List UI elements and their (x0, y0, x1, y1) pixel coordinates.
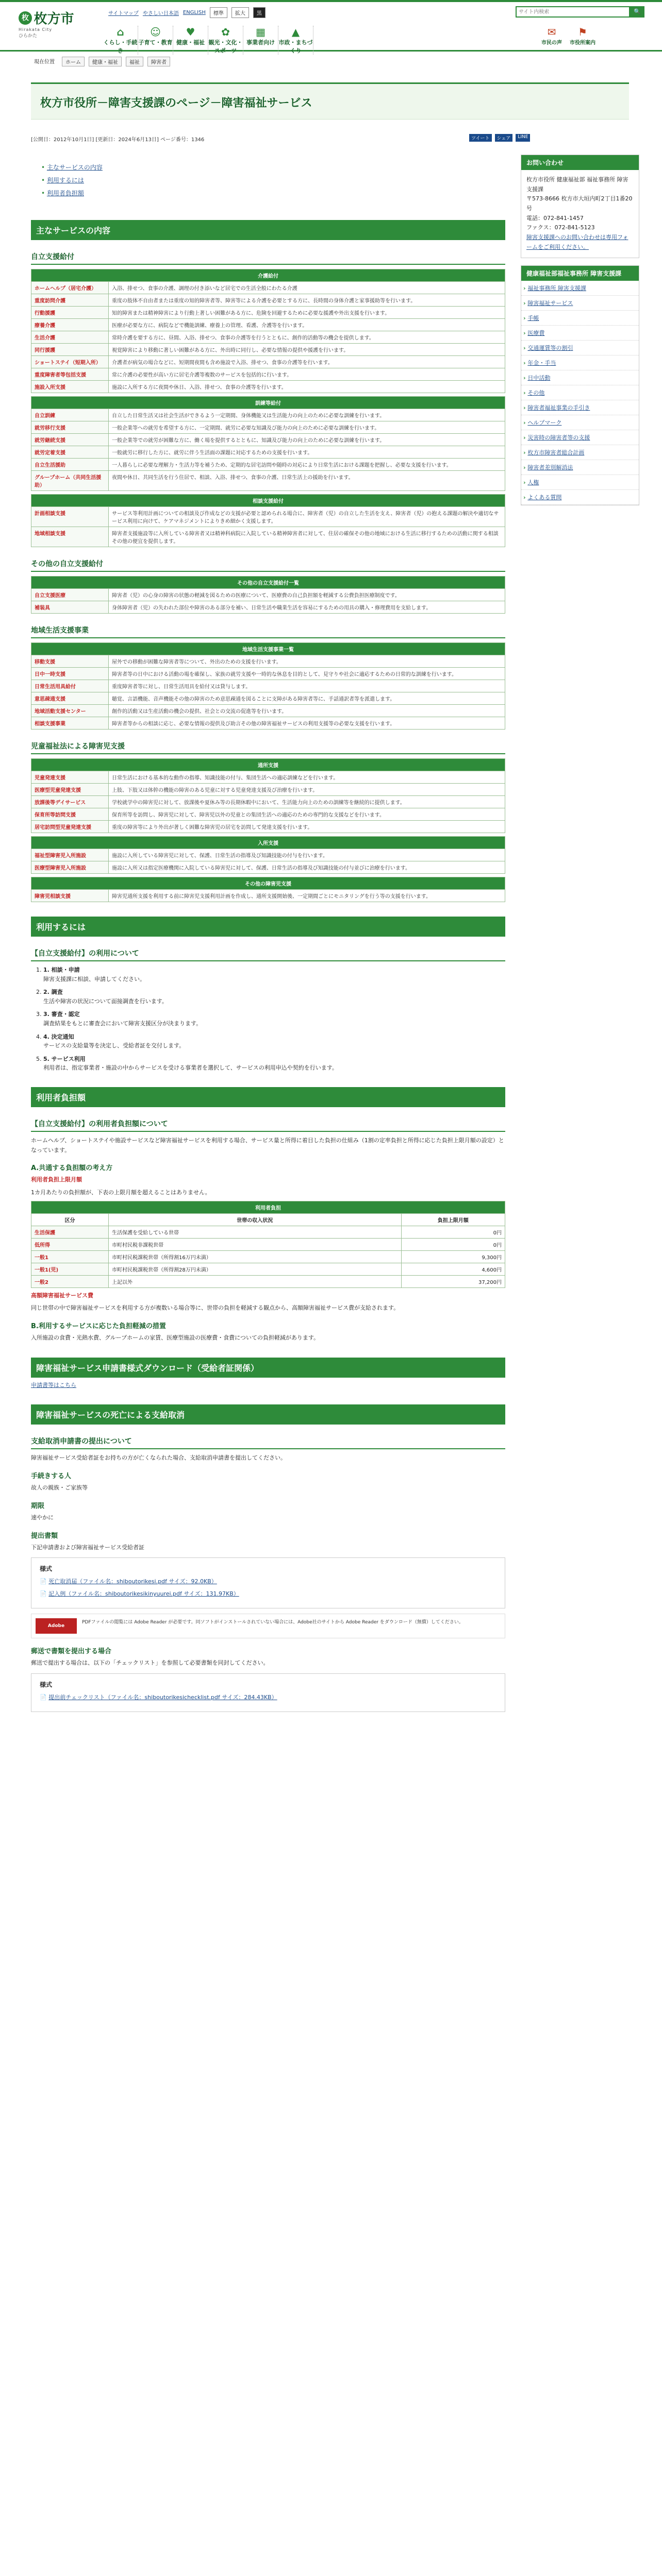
service-name: 同行援護 (31, 344, 109, 356)
nyusho-table (31, 836, 505, 874)
service-name: 日常生活用具給付 (31, 680, 109, 692)
sidebar-link[interactable]: › 障害者福祉事業の手引き (521, 400, 639, 415)
service-desc: 施設に入所又は指定医療機関に入院している障害児に対して、保護、日常生活の指導及び知識技能の付与並びに治療を行います。 (109, 861, 505, 874)
city-mark-icon: 枚 (19, 11, 32, 25)
table-row (31, 771, 505, 784)
service-name: 保育所等訪問支援 (31, 808, 109, 821)
subheading-usage: 【自立支援給付】の利用について (31, 946, 505, 961)
table-row (31, 344, 505, 356)
heading-mail: 郵送で書類を提出する場合 (31, 1648, 112, 1656)
toc-item[interactable]: • 利用するには (41, 176, 495, 184)
section-heading-services: 主なサービスの内容 (31, 220, 505, 240)
service-name: 放課後等デイサービス (31, 796, 109, 808)
sidebar-link[interactable]: › ヘルプマーク (521, 415, 639, 430)
table-of-contents (31, 155, 505, 206)
step-item: 4. 4. 決定通知 サービスの支給量等を決定し、受給者証を交付します。 (43, 1032, 505, 1050)
table-caption: 訓練等給付 (31, 397, 505, 409)
forms-link[interactable]: 申請書等はこちら (31, 1381, 76, 1388)
table-row (31, 434, 505, 446)
service-name: 自立生活援助 (31, 459, 109, 471)
font-standard-button[interactable]: 標準 (210, 7, 227, 18)
cancel-intro: 障害福祉サービス受給者証をお持ちの方が亡くなられた場合、支給取消申請書を提出してください。 (31, 1454, 286, 1462)
service-name: 児童発達支援 (31, 771, 109, 784)
service-name: 医療型障害児入所施設 (31, 861, 109, 874)
service-desc: 一人暮らしに必要な理解力・生活力等を補うため、定期的な居宅訪問や随時の対応により日常生活における課題を把握し、必要な支援を行います。 (109, 459, 505, 471)
breadcrumb-disabled[interactable]: 障害者 (147, 57, 170, 66)
contact-box: お問い合わせ 枚方市役所 健康福祉部 福祉事務所 障害支援課 〒573-8666 枚方市大垣内町2丁目1番20号 電話：072-841-1457 ファクス：072-841-5123 障害支援課へのお問い合わせは専用フォームをご利用ください。 (521, 155, 639, 258)
limit-text: 1カ月あたりの負担額が、下表の上限月額を超えることはありません。 (31, 1189, 211, 1196)
service-desc: 障害者（児）の心身の障害の状態の軽減を図るための医療について、医療費の自己負担額を軽減する公費負担医療制度です。 (109, 589, 505, 601)
table-caption: その他の自立支援給付一覧 (31, 577, 505, 589)
service-desc: 重度の障害等により外出が著しく困難な障害児の居宅を訪問して発達支援を行います。 (109, 821, 505, 833)
table-row (31, 601, 505, 614)
service-desc: 視覚障害により移動に著しい困難がある方に、外出時に同行し、必要な情報の提供や援護を行います。 (109, 344, 505, 356)
other-table (31, 576, 505, 614)
service-name: 日中一時支援 (31, 668, 109, 680)
service-desc: 施設に入所する方に夜間や休日、入浴、排せつ、食事の介護等を行います。 (109, 381, 505, 393)
city-icon: ▲ (291, 26, 300, 38)
font-large-button[interactable]: 拡大 (231, 7, 249, 18)
search-input[interactable] (516, 6, 630, 18)
service-desc: 聴覚、言語機能、音声機能その他の障害のため意思疎通を図ることに支障がある障害者等に、手話通訳者等を派遣します。 (109, 692, 505, 705)
sidebar-link[interactable]: › 交通運賃等の割引 (521, 341, 639, 355)
service-desc: 障害者等からの相談に応じ、必要な情報の提供及び助言その他の障害福祉サービスの利用支援等の必要な支援を行います。 (109, 717, 505, 730)
service-desc: 創作的活動又は生産活動の機会の提供、社会との交流の促進等を行います。 (109, 705, 505, 717)
service-name: 地域活動支援センター (31, 705, 109, 717)
service-name: 就労定着支援 (31, 446, 109, 459)
section-heading-download: 障害福祉サービス申請書様式ダウンロード（受給者証関係） (31, 1358, 505, 1378)
speech-icon: ✉ (547, 26, 556, 38)
step-item: 2. 2. 調査 生活や障害の状況について面接調査を行います。 (43, 988, 505, 1006)
table-row (31, 821, 505, 833)
service-name: 障害児相談支援 (31, 890, 109, 902)
table-row (31, 459, 505, 471)
step-item: 3. 3. 審査・認定 調査結果をもとに審査会において障害支援区分が決まります。 (43, 1010, 505, 1028)
service-desc: 上肢、下肢又は体幹の機能の障害のある児童に対する児童発達支援及び治療を行います。 (109, 784, 505, 796)
service-desc: 屋外での移動が困難な障害者等について、外出のための支援を行います。 (109, 655, 505, 668)
service-desc: 障害者等の日中における活動の場を確保し、家族の就労支援や一時的な休息を目的として、見守りや社会に適応するための日常的な訓練を行います。 (109, 668, 505, 680)
toc-item[interactable]: • 利用者負担額 (41, 189, 495, 197)
nav-kanko[interactable]: ✿ 観光・文化・スポーツ (208, 26, 243, 54)
download-box: 様式 📄 死亡取消届（ファイル名：shiboutorikesi.pdf サイズ：92.0KB） 📄 記入例（ファイル名：shiboutorikesikinyuurei.pdf サイズ：131.97KB） (31, 1557, 505, 1608)
nav-kenko[interactable]: ♥ 健康・福祉 (173, 26, 208, 55)
sidebar-link[interactable]: › 人権 (521, 475, 639, 490)
pin-icon: ⚑ (578, 26, 587, 38)
table-row (31, 307, 505, 319)
easy-japanese-link[interactable]: やさしい日本語 (142, 11, 179, 16)
sidebar-link[interactable]: › 年金・手当 (521, 355, 639, 370)
table-row (31, 331, 505, 344)
table-row (31, 784, 505, 796)
service-name: 移動支援 (31, 655, 109, 668)
child-icon: ☺ (150, 26, 161, 38)
heading-when: 期限 (31, 1502, 45, 1510)
toc-item[interactable]: • 主なサービスの内容 (41, 163, 495, 172)
cost-table-caption: 利用者負担 (31, 1201, 505, 1213)
service-name: 自立訓練 (31, 409, 109, 421)
form-link-checklist[interactable]: 提出前チェックリスト（ファイル名：shiboutorikesichecklist.pdf サイズ：284.43KB） (48, 1693, 277, 1701)
chiiki-table (31, 642, 505, 730)
pdf-icon: 📄 (40, 1578, 49, 1585)
service-name: 行動援護 (31, 307, 109, 319)
service-name: 意思疎通支援 (31, 692, 109, 705)
service-desc: 一般就労に移行した方に、就労に伴う生活面の課題に対応するための支援を行います。 (109, 446, 505, 459)
service-name: 就労移行支援 (31, 421, 109, 434)
table-row (31, 668, 505, 680)
table-caption: 相談支援給付 (31, 495, 505, 507)
section-heading-cost: 利用者負担額 (31, 1087, 505, 1107)
service-desc: 一般企業等への就労を希望する方に、一定期間、就労に必要な知識及び能力の向上のために必要な訓練を行います。 (109, 421, 505, 434)
table-row (31, 861, 505, 874)
service-name: ショートステイ（短期入所） (31, 356, 109, 368)
heading-common: A.共通する負担額の考え方 (31, 1164, 113, 1173)
service-desc: 知的障害または精神障害により行動上著しい困難がある方に、危険を回避するために必要な援護や外出支援を行います。 (109, 307, 505, 319)
line-button[interactable]: LINE (516, 134, 530, 142)
soudan-table (31, 494, 505, 547)
table-row (31, 471, 505, 491)
adobe-note: Adobe PDFファイルの閲覧には Adobe Reader が必要です。同ソフトがインストールされていない場合には、Adobe社のサイトから Adobe Reader をダウンロード（無償）してください。 (31, 1614, 505, 1638)
table-row (31, 589, 505, 601)
service-desc: 日常生活における基本的な動作の指導、知識技能の付与、集団生活への適応訓練などを行います。 (109, 771, 505, 784)
cost-intro: ホームヘルプ、ショートステイや施設サービスなど障害福祉サービスを利用する場合、サービス量と所得に着目した負担の仕組み（1割の定率負担と所得に応じた負担上限月額の設定）となっています。 (31, 1137, 504, 1154)
table-row: 生活保護 生活保護を受給している世帯 0円 (31, 1226, 505, 1238)
table-row: 一般2 上記以外 37,200円 (31, 1275, 505, 1287)
service-name: 施設入所支援 (31, 381, 109, 393)
main-content (31, 155, 505, 1717)
breadcrumb-home[interactable]: ホーム (62, 57, 85, 66)
page-title: 枚方市役所－障害支援課のページ－障害福祉サービス (40, 97, 312, 110)
table-caption: 地域生活支援事業一覧 (31, 643, 505, 655)
subheading-chiiki: 地域生活支援事業 (31, 623, 505, 638)
house-icon: ⌂ (117, 26, 124, 38)
service-desc: 夜間や休日、共同生活を行う住居で、相談、入浴、排せつ、食事の介護、日常生活上の援助を行います。 (109, 471, 505, 491)
table-caption: 通所支援 (31, 759, 505, 771)
service-desc: 医療が必要な方に、病院などで機能訓練、療養上の管理、看護、介護等を行います。 (109, 319, 505, 331)
nav-jigyosha[interactable]: ▦ 事業者向け (243, 26, 278, 55)
related-list (521, 281, 639, 505)
page-title-box (31, 82, 629, 120)
table-row (31, 507, 505, 527)
pdf-icon: 📄 (40, 1693, 49, 1701)
heading-high: 高額障害福祉サービス費 (31, 1292, 93, 1299)
table-row (31, 446, 505, 459)
table-row (31, 381, 505, 393)
adobe-reader-icon[interactable]: Adobe (36, 1618, 77, 1634)
subheading-jiritsu: 自立支援給付 (31, 249, 505, 265)
sidebar-link[interactable]: › 障害福祉サービス (521, 296, 639, 311)
sidebar-link[interactable]: › よくある質問 (521, 490, 639, 505)
camera-icon: ✿ (221, 26, 230, 38)
sitemap-link[interactable]: サイトマップ (108, 11, 139, 16)
heading-limit: 利用者負担上限月額 (31, 1176, 82, 1183)
sidebar (521, 155, 639, 513)
table-row (31, 808, 505, 821)
sidebar-link[interactable]: › 枚方市障害者総合計画 (521, 445, 639, 460)
service-name: 自立支援医療 (31, 589, 109, 601)
breadcrumb-health[interactable]: 健康・福祉 (89, 57, 122, 66)
table-row (31, 527, 505, 547)
nav-cityhall[interactable]: ⚑ 市役所案内 (567, 26, 598, 46)
subheading-child: 児童福祉法による障害児支援 (31, 739, 505, 754)
service-desc: 重度障害者等に対し、日常生活用具を給付又は貸与します。 (109, 680, 505, 692)
nav-kurashi[interactable]: ⌂ くらし・手続き (103, 26, 138, 54)
usage-steps (31, 965, 505, 1073)
service-desc: 常に介護の必要性が高い方に居宅介護等複数のサービスを包括的に行います。 (109, 368, 505, 381)
nav-shisei[interactable]: ▲ 市政・まちづくり (278, 26, 313, 54)
table-row (31, 717, 505, 730)
service-desc: 障害児通所支援を利用する前に障害児支援利用計画を作成し、通所支援開始後、一定期間ごとにモニタリングを行う等の支援を行います。 (109, 890, 505, 902)
sidebar-link[interactable]: › 福祉事務所 障害支援課 (521, 281, 639, 296)
sidebar-link[interactable]: › 障害者差別解消法 (521, 460, 639, 475)
nav-kosodate[interactable]: ☺ 子育て・教育 (138, 26, 173, 55)
cost-table: 利用者負担 区分 世帯の収入状況 負担上限月額 生活保護 生活保護を受給している世帯 0円 低所得 市町村民税非課税世帯 0円 一般1 市町村民税課税世帯（所得割16万円未満） 9,300円 一般1(児) 市町村民税課税世帯（所得割28万円未満） 4,600円 一般2 上記以外 37,200円 (31, 1201, 505, 1288)
heading-who: 手続きする人 (31, 1472, 72, 1481)
docs-text: 下記申請書および障害福祉サービス受給者証 (31, 1544, 144, 1551)
table-row (31, 409, 505, 421)
tsusho-table (31, 758, 505, 833)
table-row (31, 356, 505, 368)
utility-links (108, 7, 266, 18)
table-row (31, 796, 505, 808)
step-item: 5. 5. サービス利用 利用者は、指定事業者・施設の中からサービスを受ける事業者を選択して、サービスの利用申込や契約を行います。 (43, 1055, 505, 1073)
related-box: 健康福祉部福祉事務所 障害支援課 › 福祉事務所 障害支援課 › 障害福祉サービス › 手帳 › 医療費 › 交通運賃等の割引 › 年金・手当 › 日中活動 › その他 › 障害者福祉事業の手引き › ヘルプマーク › 災害時の障害者等の支援 › 枚方市障害者総合計画 › 障害者差別解消法 › 人権 › よくある質問 (521, 265, 639, 505)
service-name: 就労継続支援 (31, 434, 109, 446)
service-name: グループホーム（共同生活援助） (31, 471, 109, 491)
table-row (31, 421, 505, 434)
service-name: 福祉型障害児入所施設 (31, 849, 109, 861)
nav-voice[interactable]: ✉ 市民の声 (536, 26, 567, 46)
form-link-example[interactable]: 記入例（ファイル名：shiboutorikesikinyuurei.pdf サイズ：131.97KB） (48, 1590, 239, 1598)
table-row (31, 705, 505, 717)
step-item: 1. 1. 相談・申請 障害支援課に相談、申請してください。 (43, 965, 505, 984)
breadcrumb (31, 57, 170, 66)
download-box-checklist: 様式 📄 提出前チェックリスト（ファイル名：shiboutorikesichecklist.pdf サイズ：284.43KB） (31, 1673, 505, 1712)
sidebar-link[interactable]: › 手帳 (521, 311, 639, 326)
service-desc: 自立した日常生活又は社会生活ができるよう一定期間、身体機能又は生活能力の向上のために必要な訓練を行います。 (109, 409, 505, 421)
table-row: 一般1(児) 市町村民税課税世帯（所得割28万円未満） 4,600円 (31, 1263, 505, 1275)
page-meta: [公開日：2012年10月1日] [更新日：2024年6月13日] ページ番号：1346 (31, 137, 205, 143)
service-desc: 常時介護を要する方に、昼間、入浴、排せつ、食事の介護等を行うとともに、創作的活動等の機会を提供します。 (109, 331, 505, 344)
service-name: 医療型児童発達支援 (31, 784, 109, 796)
section-heading-cancel: 障害福祉サービスの死亡による支給取消 (31, 1404, 505, 1425)
service-desc: 介護者が病気の場合などに、短期間夜間も含め施設で入浴、排せつ、食事の介護等を行います。 (109, 356, 505, 368)
site-logo[interactable] (19, 8, 79, 39)
share-button[interactable]: シェア (495, 134, 513, 142)
sidebar-link[interactable]: › 災害時の障害者等の支援 (521, 430, 639, 445)
sidebar-link[interactable]: › 日中活動 (521, 370, 639, 385)
service-desc: 重度の肢体不自由者または重度の知的障害者等、障害等による介護を必要とする方に、長時間の身体介護と家事援助等を行います。 (109, 294, 505, 307)
service-name: 重度障害者等包括支援 (31, 368, 109, 381)
logo-en: Hirakata City (19, 27, 53, 32)
site-header (0, 2, 662, 52)
service-name: 計画相談支援 (31, 507, 109, 527)
breadcrumb-label: 現在位置 (34, 59, 55, 65)
table-row (31, 849, 505, 861)
reduction-text: 入所施設の食費・光熱水費、グループホームの家賃、医療型施設の医療費・食費についての負担軽減があります。 (31, 1334, 320, 1342)
service-desc: 身体障害者（児）の失われた部位や障害のある部分を補い、日常生活や職業生活を容易にするための用具の購入・修理費用を支給します。 (109, 601, 505, 614)
table-row (31, 319, 505, 331)
section-heading-usage: 利用するには (31, 917, 505, 937)
table-row (31, 680, 505, 692)
building-icon: ▦ (256, 26, 266, 38)
contact-form-link[interactable]: 障害支援課へのお問い合わせは専用フォームをご利用ください。 (526, 234, 628, 250)
kaigo-table (31, 269, 505, 393)
service-name: 居宅訪問型児童発達支援 (31, 821, 109, 833)
heart-icon: ♥ (186, 26, 195, 38)
sidebar-link[interactable]: › 医療費 (521, 326, 639, 341)
form-link-cancel[interactable]: 死亡取消届（ファイル名：shiboutorikesi.pdf サイズ：92.0KB） (48, 1578, 217, 1585)
breadcrumb-welfare[interactable]: 福祉 (126, 57, 143, 66)
global-nav (103, 26, 313, 55)
service-name: 重度訪問介護 (31, 294, 109, 307)
service-desc: 入浴、排せつ、食事の介護、調理の付き添いなど居宅での生活全般にわたる介護 (109, 282, 505, 294)
who-text: 故人の親族・ご家族等 (31, 1484, 88, 1492)
table-caption: その他の障害児支援 (31, 877, 505, 890)
service-desc: 学校就学中の障害児に対して、放課後や夏休み等の長期休暇中において、生活能力向上のための訓練等を継続的に提供します。 (109, 796, 505, 808)
heading-reduction: B.利用するサービスに応じた負担軽減の措置 (31, 1323, 166, 1331)
heading-docs: 提出書類 (31, 1532, 58, 1540)
contrast-black-button[interactable]: 黒 (253, 7, 266, 18)
service-desc: サービス等利用計画についての相談及び作成などの支援が必要と認められる場合に、障害者（児）の自立した生活を支え、障害者（児）の抱える課題の解決や適切なサービス利用に向けて、ケアマネジメントによりきめ細かく支援します。 (109, 507, 505, 527)
table-row: 一般1 市町村民税課税世帯（所得割16万円未満） 9,300円 (31, 1250, 505, 1263)
table-row (31, 282, 505, 294)
service-name: ホームヘルプ（居宅介護） (31, 282, 109, 294)
table-caption: 介護給付 (31, 269, 505, 282)
subheading-other: その他の自立支援給付 (31, 556, 505, 572)
table-row (31, 890, 505, 902)
table-row (31, 655, 505, 668)
table-row: 低所得 市町村民税非課税世帯 0円 (31, 1238, 505, 1250)
logo-kanji: 枚方市 (34, 11, 74, 27)
service-name: 生活介護 (31, 331, 109, 344)
service-desc: 障害者支援施設等に入所している障害者又は精神科病院に入院している精神障害者に対して、住居の確保その他の地域における生活に移行するための活動に関する相談その他の便宜を提供します。 (109, 527, 505, 547)
tweet-button[interactable]: ツイート (469, 134, 492, 142)
service-desc: 施設に入所している障害児に対して、保護、日常生活の指導及び知識技能の付与を行います。 (109, 849, 505, 861)
mail-text: 郵送で提出する場合は、以下の「チェックリスト」を参照して必要書類を同封してください。 (31, 1659, 269, 1667)
english-link[interactable]: ENGLISH (183, 10, 206, 15)
logo-kana: ひらかた (19, 33, 38, 39)
table-row (31, 692, 505, 705)
table-row (31, 368, 505, 381)
share-tools (469, 134, 530, 142)
table-caption: 入所支援 (31, 837, 505, 849)
secondary-nav (536, 26, 598, 46)
service-desc: 保育所等を訪問し、障害児に対して、障害児以外の児童との集団生活への適応のための専門的な支援などを行います。 (109, 808, 505, 821)
service-name: 補装具 (31, 601, 109, 614)
search-box (516, 6, 644, 18)
when-text: 速やかに (31, 1514, 54, 1521)
service-desc: 一般企業等での就労が困難な方に、働く場を提供するとともに、知識及び能力の向上のために必要な訓練を行います。 (109, 434, 505, 446)
service-name: 地域相談支援 (31, 527, 109, 547)
service-name: 相談支援事業 (31, 717, 109, 730)
high-text: 同じ世帯の中で障害福祉サービスを利用する方が複数いる場合等に、世帯の負担を軽減する観点から、高額障害福祉サービス費が支給されます。 (31, 1304, 400, 1312)
subheading-cancel: 支給取消申請書の提出について (31, 1434, 505, 1449)
service-name: 療養介護 (31, 319, 109, 331)
table-row (31, 294, 505, 307)
kunren-table (31, 396, 505, 491)
pdf-icon: 📄 (40, 1590, 49, 1598)
child-other-table (31, 877, 505, 902)
subheading-cost: 【自立支援給付】の利用者負担額について (31, 1116, 505, 1132)
sidebar-link[interactable]: › その他 (521, 385, 639, 400)
search-icon[interactable]: 🔍 (634, 8, 641, 15)
